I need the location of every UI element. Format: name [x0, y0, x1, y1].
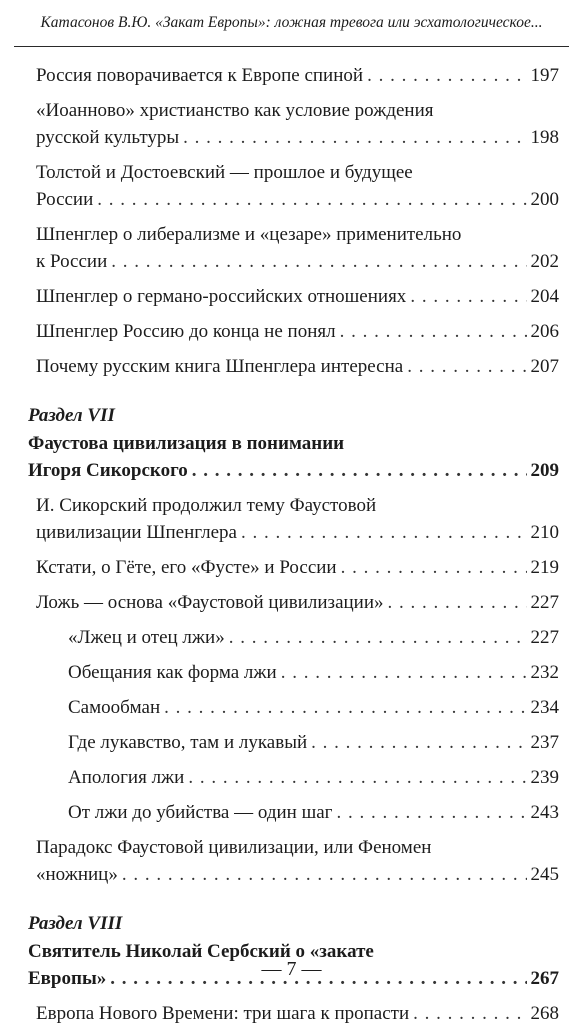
- page-number: 234: [530, 697, 559, 718]
- toc-entry[interactable]: [36, 1000, 559, 1027]
- toc-entry[interactable]: [36, 589, 559, 616]
- toc-subentry[interactable]: [68, 624, 559, 651]
- toc-entry-title: Парадокс Фаустовой цивилизации, или Феномен: [36, 837, 432, 858]
- toc-entry[interactable]: [36, 353, 559, 380]
- section-title: Игоря Сикорского: [28, 460, 188, 481]
- toc-entry[interactable]: [36, 318, 559, 345]
- leader-dots: [281, 659, 527, 686]
- leader-dots: [367, 62, 526, 89]
- table-of-contents: [28, 62, 559, 1035]
- toc-entry[interactable]: [36, 159, 559, 213]
- section-title: Святитель Николай Сербский о «закате: [28, 941, 374, 962]
- toc-entry[interactable]: [36, 283, 559, 310]
- leader-dots: [388, 589, 527, 616]
- toc-entry-title: «ножниц»: [36, 864, 118, 885]
- section-title: Европы»: [28, 968, 107, 989]
- toc-entry-title: «Иоанново» христианство как условие рождения: [36, 100, 434, 121]
- leader-dots: [413, 1000, 526, 1027]
- page-number: 232: [530, 662, 559, 683]
- leader-dots: [336, 799, 526, 826]
- page-number: 202: [530, 251, 559, 272]
- page-number: 204: [530, 286, 559, 307]
- leader-dots: [241, 519, 527, 546]
- toc-entry[interactable]: [36, 554, 559, 581]
- leader-dots: [229, 624, 527, 651]
- toc-subentry[interactable]: [68, 694, 559, 721]
- toc-entry-title: Европа Нового Времени: три шага к пропасти: [36, 1003, 410, 1024]
- leader-dots: [341, 554, 527, 581]
- section-label: Раздел VIII: [28, 913, 123, 934]
- page-number: 243: [530, 802, 559, 823]
- toc-entry-title: И. Сикорский продолжил тему Фаустовой: [36, 495, 377, 516]
- page-number: 197: [530, 65, 559, 86]
- toc-entry-title: Обещания как форма лжи: [68, 662, 277, 683]
- page-number: 206: [530, 321, 559, 342]
- section-gap: [28, 388, 559, 402]
- toc-entry[interactable]: [36, 62, 559, 89]
- toc-entry-title: Россия поворачивается к Европе спиной: [36, 65, 364, 86]
- leader-dots: [97, 186, 526, 213]
- toc-entry-title: Шпенглер Россию до конца не понял: [36, 321, 336, 342]
- toc-entry[interactable]: [36, 97, 559, 151]
- toc-subentry[interactable]: [68, 729, 559, 756]
- leader-dots: [164, 694, 526, 721]
- toc-entry-title: От лжи до убийства — один шаг: [68, 802, 333, 823]
- page-number: 198: [530, 127, 559, 148]
- toc-entry-title: Апология лжи: [68, 767, 185, 788]
- page-number: 267: [530, 968, 559, 989]
- leader-dots: [311, 729, 526, 756]
- leader-dots: [407, 353, 526, 380]
- toc-entry[interactable]: [36, 492, 559, 546]
- page-number: 268: [530, 1003, 559, 1024]
- toc-entry-title: России: [36, 189, 94, 210]
- toc-entry-title: Ложь — основа «Фаустовой цивилизации»: [36, 592, 384, 613]
- section-gap: [28, 896, 559, 910]
- page-number: 209: [530, 460, 559, 481]
- leader-dots: [188, 764, 526, 791]
- leader-dots: [122, 861, 527, 888]
- leader-dots: [410, 283, 526, 310]
- toc-entry-title: Шпенглер о германо-российских отношениях: [36, 286, 407, 307]
- toc-entry-title: Почему русским книга Шпенглера интересна: [36, 356, 404, 377]
- toc-entry[interactable]: [36, 834, 559, 888]
- page-number: 239: [530, 767, 559, 788]
- page-footer-number: — 7 —: [261, 958, 322, 980]
- running-header: Катасонов В.Ю. «Закат Европы»: ложная тревога или эсхатологическое...: [14, 0, 569, 47]
- page-number: 210: [530, 522, 559, 543]
- page-number: 237: [530, 732, 559, 753]
- toc-entry-title: Шпенглер о либерализме и «цезаре» применительно: [36, 224, 462, 245]
- toc-subentry[interactable]: [68, 799, 559, 826]
- section-label: Раздел VII: [28, 405, 115, 426]
- leader-dots: [192, 457, 527, 484]
- page-number: 245: [530, 864, 559, 885]
- section-title-entry[interactable]: [28, 430, 559, 484]
- toc-entry-title: Самообман: [68, 697, 161, 718]
- page-number: 227: [530, 627, 559, 648]
- toc-entry-title: Кстати, о Гёте, его «Фусте» и России: [36, 557, 337, 578]
- leader-dots: [111, 248, 526, 275]
- toc-entry-title: русской культуры: [36, 127, 180, 148]
- toc-subentry[interactable]: [68, 659, 559, 686]
- toc-subentry[interactable]: [68, 764, 559, 791]
- page-number: 219: [530, 557, 559, 578]
- page-number: 207: [530, 356, 559, 377]
- toc-entry[interactable]: [36, 221, 559, 275]
- leader-dots: [340, 318, 527, 345]
- toc-entry-title: к России: [36, 251, 108, 272]
- toc-entry-title: «Лжец и отец лжи»: [68, 627, 225, 648]
- page-number: 227: [530, 592, 559, 613]
- toc-entry-title: цивилизации Шпенглера: [36, 522, 237, 543]
- section-title: Фаустова цивилизация в понимании: [28, 433, 345, 454]
- leader-dots: [183, 124, 526, 151]
- page-number: 200: [530, 189, 559, 210]
- toc-entry-title: Где лукавство, там и лукавый: [68, 732, 308, 753]
- toc-entry-title: Толстой и Достоевский — прошлое и будущее: [36, 162, 413, 183]
